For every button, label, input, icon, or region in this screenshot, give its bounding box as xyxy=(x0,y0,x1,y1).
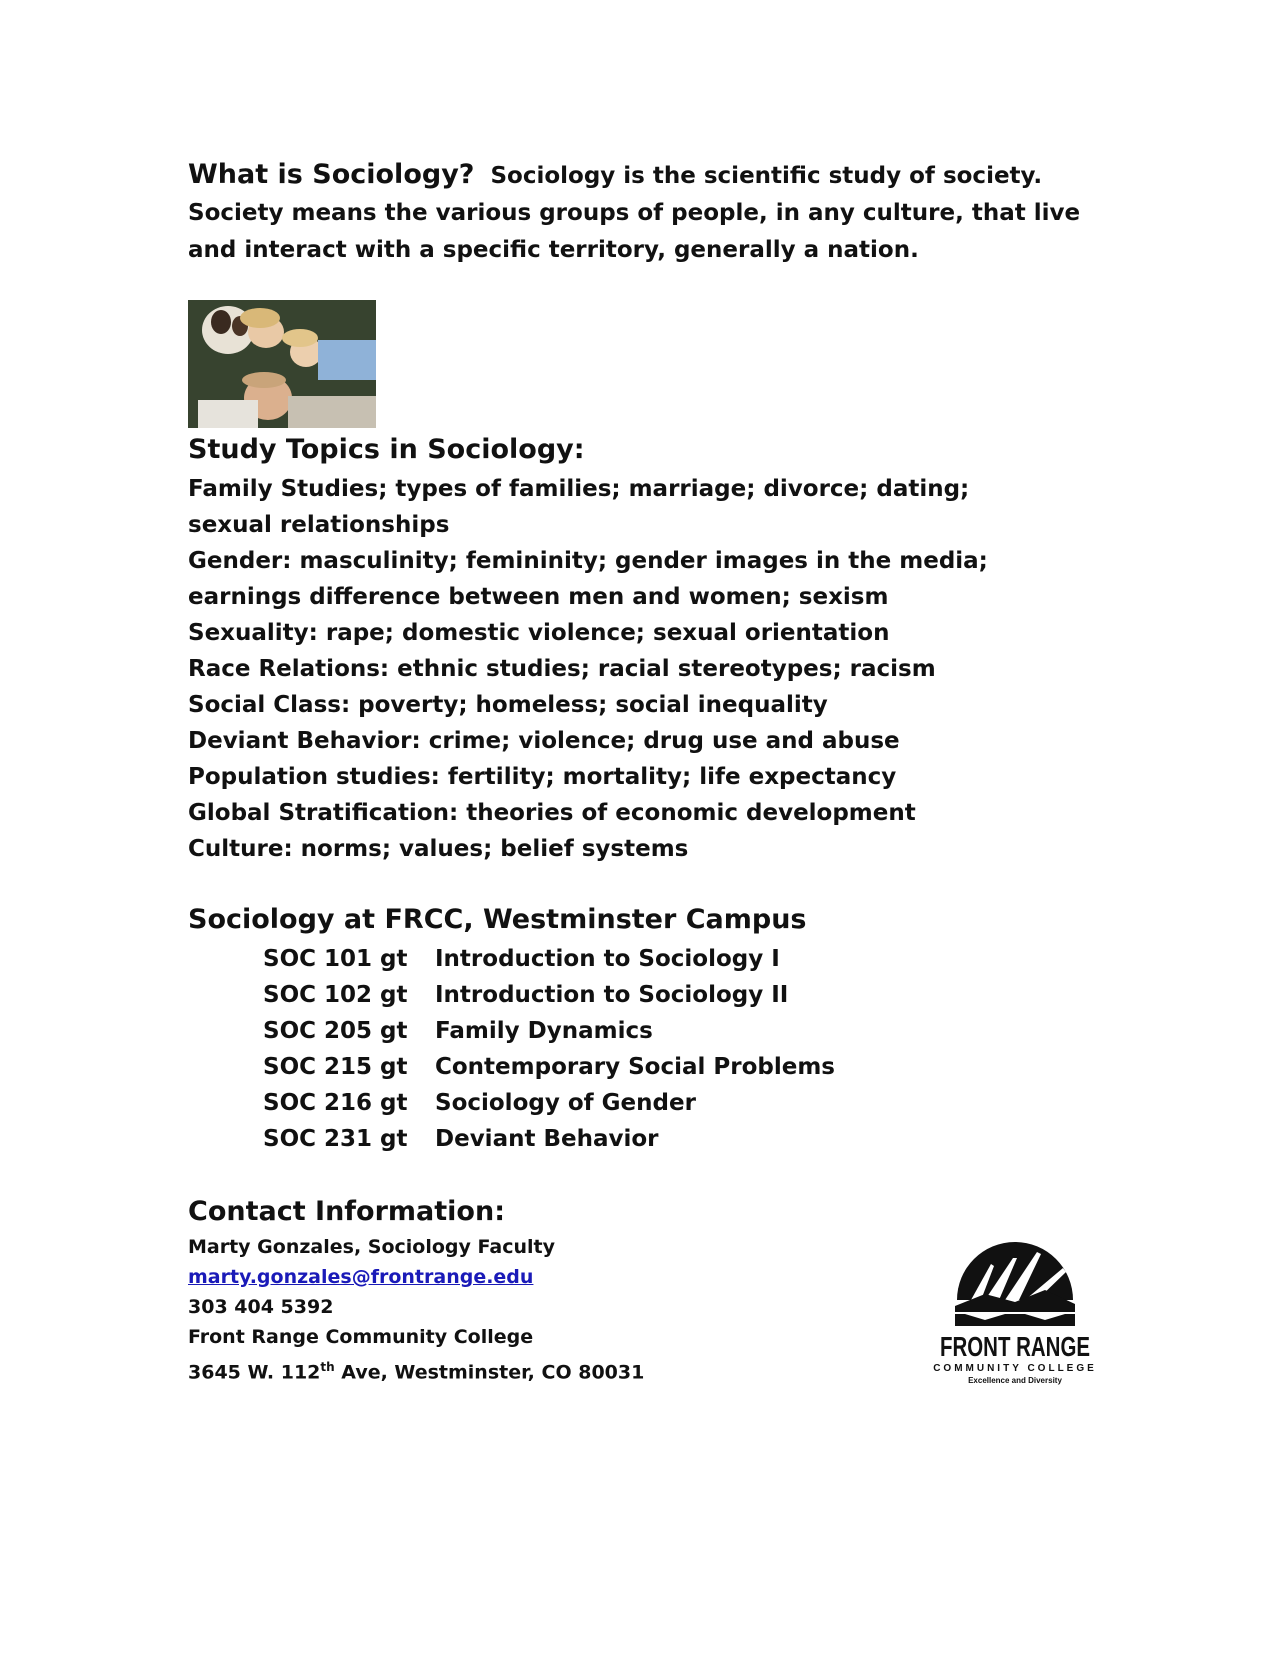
course-title: Deviant Behavior xyxy=(435,1126,659,1152)
contact-address: 3645 W. 112th Ave, Westminster, CO 80031 xyxy=(188,1360,645,1384)
topic-line: Population studies: fertility; mortality; life expectancy xyxy=(188,764,897,790)
course-title: Family Dynamics xyxy=(435,1018,653,1044)
course-row xyxy=(263,977,835,1013)
topic-line: Sexuality: rape; domestic violence; sexual orientation xyxy=(188,620,890,646)
contact-name: Marty Gonzales, Sociology Faculty xyxy=(188,1236,555,1258)
topic-line: Culture: norms; values; belief systems xyxy=(188,836,689,862)
course-row xyxy=(263,941,835,977)
topics-heading: Study Topics in Sociology: xyxy=(188,434,585,465)
contact-block xyxy=(188,1232,644,1387)
course-code: SOC 102 gt xyxy=(263,982,408,1008)
course-list xyxy=(263,941,835,1157)
mountain-sun-icon xyxy=(955,1242,1075,1326)
course-title: Introduction to Sociology II xyxy=(435,982,789,1008)
course-code: SOC 216 gt xyxy=(263,1090,408,1116)
course-row xyxy=(263,1049,835,1085)
frcc-logo xyxy=(925,1228,1105,1388)
contact-phone: 303 404 5392 xyxy=(188,1296,334,1318)
course-code: SOC 101 gt xyxy=(263,946,408,972)
contact-email-link[interactable]: marty.gonzales@frontrange.edu xyxy=(188,1266,534,1288)
topic-line: Race Relations: ethnic studies; racial stereotypes; racism xyxy=(188,656,936,682)
course-code: SOC 205 gt xyxy=(263,1018,408,1044)
course-row xyxy=(263,1085,835,1121)
course-title: Sociology of Gender xyxy=(435,1090,696,1116)
logo-title: FRONT RANGE xyxy=(940,1331,1090,1362)
logo-tagline: Excellence and Diversity xyxy=(968,1376,1062,1385)
topic-line: Social Class: poverty; homeless; social inequality xyxy=(188,692,828,718)
intro-question: What is Sociology? xyxy=(188,159,475,190)
family-photo xyxy=(188,300,376,428)
topic-line: Family Studies; types of families; marriage; divorce; dating; xyxy=(188,476,970,502)
topics-list xyxy=(188,471,1088,867)
course-code: SOC 215 gt xyxy=(263,1054,408,1080)
contact-college: Front Range Community College xyxy=(188,1326,534,1348)
intro-paragraph xyxy=(188,156,1088,269)
topic-line: earnings difference between men and women; sexism xyxy=(188,584,889,610)
intro-text: Sociology is the scientific study of society. Society means the various groups of people, in any culture, that live and interact with a specific territory, generally a nation. xyxy=(188,163,1081,263)
course-row xyxy=(263,1121,835,1157)
courses-heading: Sociology at FRCC, Westminster Campus xyxy=(188,904,807,935)
topic-line: Gender: masculinity; femininity; gender images in the media; xyxy=(188,548,988,574)
topic-line: sexual relationships xyxy=(188,512,450,538)
logo-subtitle: COMMUNITY COLLEGE xyxy=(933,1363,1097,1374)
course-code: SOC 231 gt xyxy=(263,1126,408,1152)
course-title: Introduction to Sociology I xyxy=(435,946,780,972)
course-title: Contemporary Social Problems xyxy=(435,1054,835,1080)
topic-line: Deviant Behavior: crime; violence; drug use and abuse xyxy=(188,728,900,754)
topic-line: Global Stratification: theories of economic development xyxy=(188,800,916,826)
contact-heading: Contact Information: xyxy=(188,1196,505,1227)
course-row xyxy=(263,1013,835,1049)
